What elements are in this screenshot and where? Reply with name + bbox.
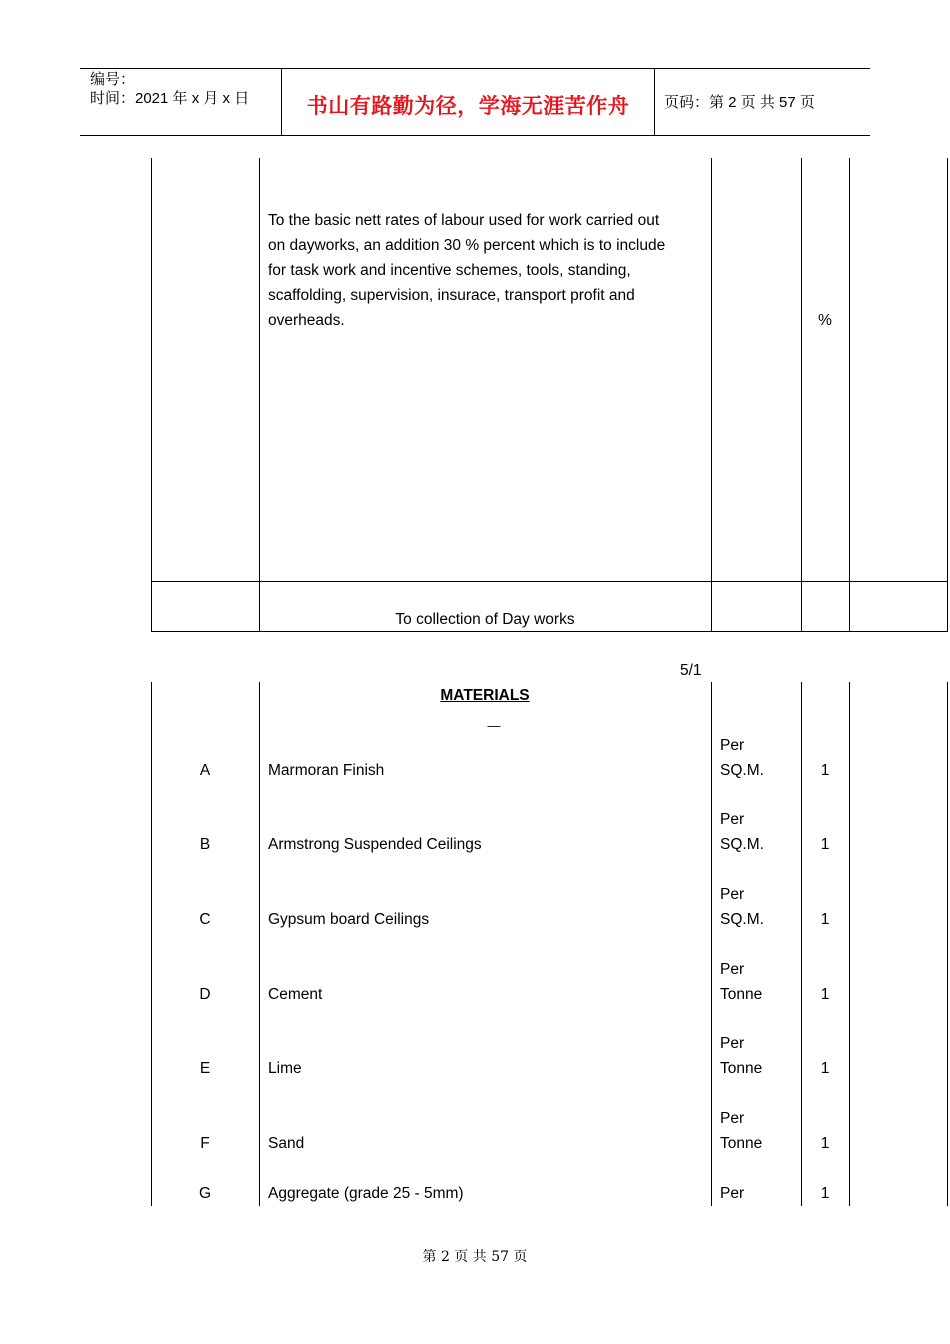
page-info: 页码：第 2 页 共 57 页 [664, 94, 815, 111]
header-divider [654, 68, 655, 136]
item-description: Sand [268, 1135, 305, 1152]
header-motto: 书山有路勤为径，学海无涯苦作舟 [306, 94, 630, 118]
table-border [849, 158, 850, 632]
table-border [801, 158, 802, 632]
dayworks-collection: To collection of Day works [395, 611, 575, 628]
item-quantity: 1 [820, 1185, 830, 1202]
header-bottom-rule [80, 135, 870, 136]
item-letter: B [199, 836, 211, 853]
table-row-divider [151, 581, 948, 582]
item-letter: D [199, 986, 211, 1003]
table-border [151, 158, 152, 632]
dayworks-unit: % [818, 312, 832, 329]
item-unit-bottom: SQ.M. [720, 762, 764, 779]
item-unit-top: Per [720, 886, 745, 903]
item-unit-bottom: SQ.M. [720, 836, 764, 853]
item-description: Lime [268, 1060, 302, 1077]
item-unit-top: Per [720, 811, 745, 828]
item-letter: G [198, 1185, 212, 1202]
date-label: 时间：2021 年 x 月 x 日 [90, 90, 250, 107]
item-unit-bottom: Tonne [720, 1135, 763, 1152]
table-border [947, 158, 948, 632]
item-unit-top: Per [720, 1185, 745, 1202]
item-quantity: 1 [820, 762, 830, 779]
page-reference: 5/1 [680, 662, 702, 679]
table-border [711, 158, 712, 632]
item-quantity: 1 [820, 1135, 830, 1152]
item-description: Armstrong Suspended Ceilings [268, 836, 482, 853]
item-letter: E [199, 1060, 211, 1077]
item-description: Cement [268, 986, 323, 1003]
table-border [711, 682, 712, 1206]
heading-dash: — [487, 718, 501, 733]
item-unit-top: Per [720, 1035, 745, 1052]
table-border [849, 682, 850, 1206]
table-border [947, 682, 948, 1206]
dayworks-description: To the basic nett rates of labour used for work carried out on dayworks, an addition 30 % percent which is to include for task work and incentive schemes, tools, standing, scaffolding, supervision, insurace, transport profit and overheads. [268, 212, 666, 329]
table-border [259, 158, 260, 632]
item-letter: C [199, 911, 211, 928]
item-unit-bottom: SQ.M. [720, 911, 764, 928]
item-description: Aggregate (grade 25 - 5mm) [268, 1185, 464, 1202]
item-quantity: 1 [820, 836, 830, 853]
item-unit-top: Per [720, 1110, 745, 1127]
item-unit-bottom: Tonne [720, 986, 763, 1003]
item-quantity: 1 [820, 986, 830, 1003]
item-unit-top: Per [720, 961, 745, 978]
item-letter: A [199, 762, 211, 779]
item-description: Gypsum board Ceilings [268, 911, 430, 928]
item-unit-top: Per [720, 737, 745, 754]
item-quantity: 1 [820, 911, 830, 928]
materials-heading: MATERIALS [440, 687, 530, 704]
table-border [259, 682, 260, 1206]
serial-label: 编号： [90, 71, 136, 88]
page-footer: 第 2 页 共 57 页 [422, 1249, 528, 1265]
item-description: Marmoran Finish [268, 762, 385, 779]
item-letter: F [200, 1135, 210, 1152]
header-top-rule [80, 68, 870, 69]
item-unit-bottom: Tonne [720, 1060, 763, 1077]
item-quantity: 1 [820, 1060, 830, 1077]
